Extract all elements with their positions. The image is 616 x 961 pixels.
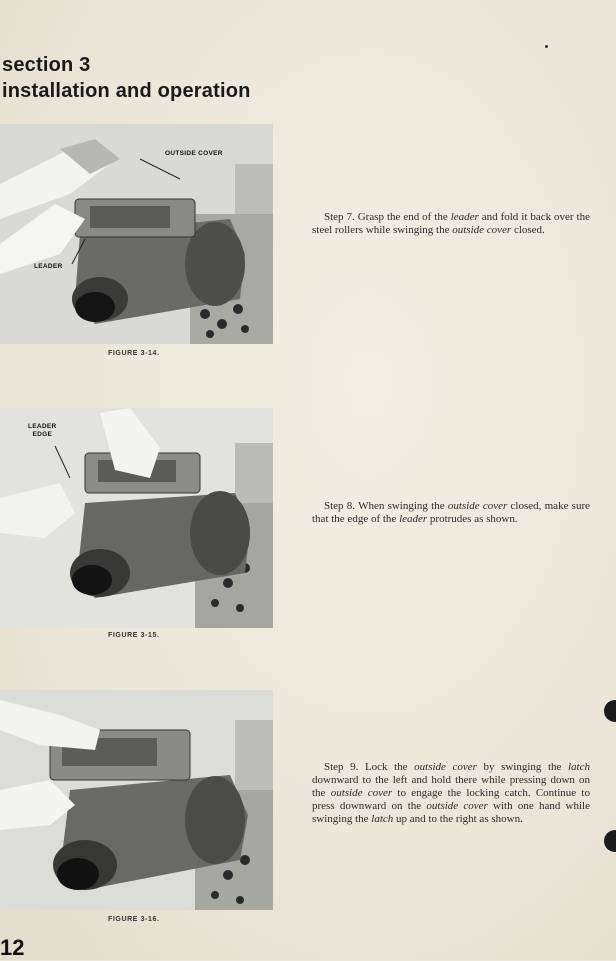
figure-3-16-photo xyxy=(0,690,273,910)
camera-magazine-image xyxy=(0,408,273,628)
step-text-run: closed, make sure that the edge of the xyxy=(312,500,591,525)
step-emphasis: outside cover xyxy=(330,787,393,799)
step-text-run: and fold it back over the steel rollers while swinging the xyxy=(312,211,590,236)
step-emphasis: outside cover xyxy=(447,500,508,512)
page-number: 12 xyxy=(0,935,25,960)
camera-magazine-image xyxy=(0,124,273,344)
figure-3-14-photo xyxy=(0,124,273,344)
callout-leader-edge xyxy=(28,423,57,439)
step-text-run: up and to the right as shown. xyxy=(393,813,523,825)
step-emphasis: leader xyxy=(450,211,479,223)
step-7-text xyxy=(312,211,590,237)
callout-edge-word: EDGE xyxy=(32,431,53,438)
step-emphasis: leader xyxy=(399,513,428,525)
step-text-run: protrudes as shown. xyxy=(427,513,518,525)
step-9-text xyxy=(312,761,590,826)
step-text-run: downward to the left and hold there while pressing down on the xyxy=(312,774,590,799)
step-text-run: closed. xyxy=(511,224,545,236)
callout-leader-word: LEADER xyxy=(28,423,57,430)
step-text-run: Step 9. Lock the xyxy=(324,761,415,773)
figure-caption: FIGURE 3-16. xyxy=(108,916,160,923)
step-8-text xyxy=(312,500,590,526)
section-title: installation and operation xyxy=(2,80,251,102)
step-text-run: with one hand while swinging the xyxy=(312,800,590,825)
figure-3-15-photo xyxy=(0,408,273,628)
step-emphasis: outside cover xyxy=(452,224,512,236)
callout-leader: LEADER xyxy=(34,263,63,270)
step-emphasis: outside cover xyxy=(414,761,477,773)
step-text-run: Step 7. Grasp the end of the xyxy=(324,211,451,223)
step-text-run: to engage the locking catch. Continue to press downward on the xyxy=(312,787,590,812)
binder-hole xyxy=(604,700,616,722)
camera-magazine-image xyxy=(0,690,273,910)
callout-outside-cover: OUTSIDE COVER xyxy=(165,150,223,157)
binder-hole xyxy=(604,830,616,852)
figure-caption: FIGURE 3-14. xyxy=(108,350,160,357)
step-emphasis: latch xyxy=(568,761,590,773)
step-emphasis: latch xyxy=(371,813,394,825)
section-heading xyxy=(2,52,251,104)
step-text-run: Step 8. When swinging the xyxy=(324,500,448,512)
paper-speck xyxy=(545,45,548,48)
figure-caption: FIGURE 3-15. xyxy=(108,632,160,639)
step-emphasis: outside cover xyxy=(426,800,488,812)
section-number: section 3 xyxy=(2,54,91,76)
step-text-run: by swinging the xyxy=(476,761,568,773)
